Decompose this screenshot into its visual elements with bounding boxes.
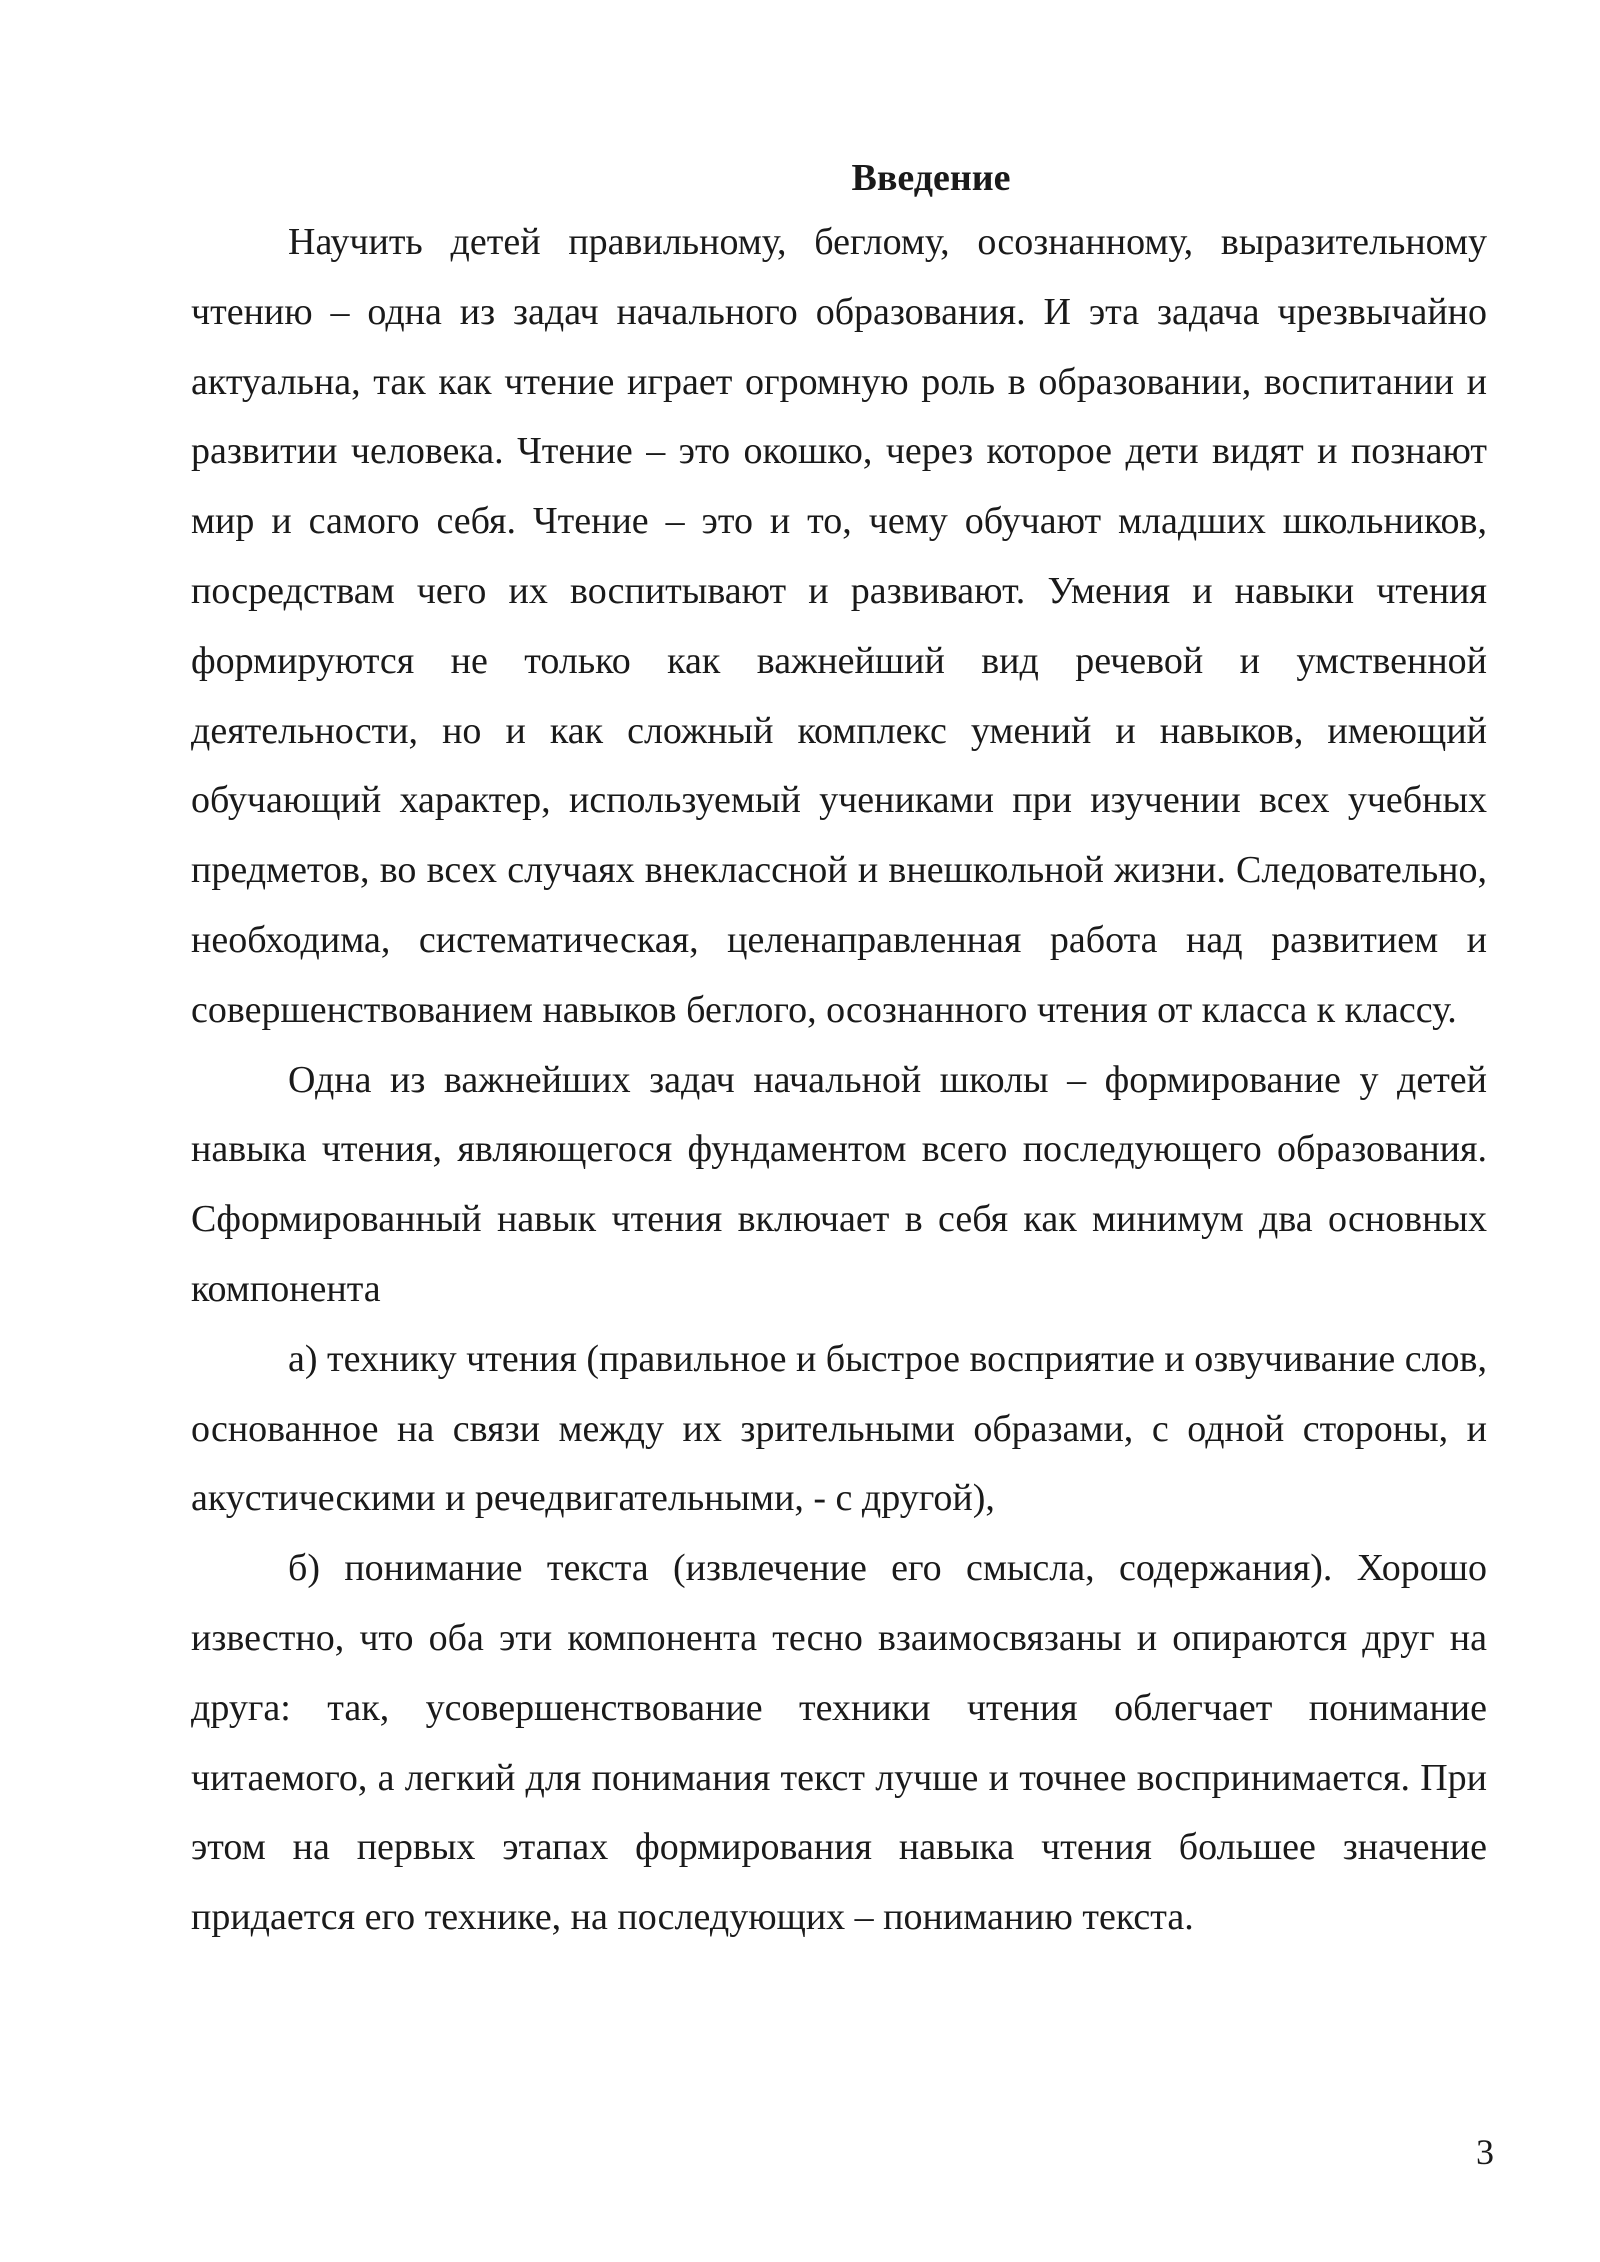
section-heading: Введение (851, 157, 1011, 199)
paragraph-reading-skill: Одна из важнейших задач начальной школы – формирование у детей навыка чтения, являющегося фундаментом всего последующего образования. Сформированный навык чтения включает в себя как минимум два основных компонента (191, 1058, 1487, 1310)
paragraph-item-a: а) технику чтения (правильное и быстрое восприятие и озвучивание слов, основанное на связи между их зрительными образами, с одной стороны, и акустическими и речедвигательными, - с другой), (191, 1337, 1487, 1520)
page-number: 3 (1476, 2132, 1494, 2172)
paragraph-intro: Научить детей правильному, беглому, осознанному, выразительному чтению – одна из задач начального образования. И эта задача чрезвычайно актуальна, так как чтение играет огромную роль в образовании, воспитании и развитии человека. Чтение – это окошко, через которое дети видят и познают мир и самого себя. Чтение – это и то, чему обучают младших школьников, посредствам чего их воспитывают и развивают. Умения и навыки чтения формируются не только как важнейший вид речевой и умственной деятельности, но и как сложный комплекс умений и навыков, имеющий обучающий характер, используемый учениками при изучении всех учебных предметов, во всех случаях внеклассной и внешкольной жизни. Следовательно, необходима, систематическая, целенаправленная работа над развитием и совершенствованием навыков беглого, осознанного чтения от класса к классу. (191, 221, 1487, 1031)
paragraph-item-b: б) понимание текста (извлечение его смысла, содержания). Хорошо известно, что оба эти компонента тесно взаимосвязаны и опираются друг на друга: так, усовершенствование техники чтения облегчает понимание читаемого, а легкий для понимания текст лучше и точнее воспринимается. При этом на первых этапах формирования навыка чтения большее значение придается его технике, на последующих – пониманию текста. (191, 1547, 1487, 1939)
page-body (191, 148, 1487, 1953)
